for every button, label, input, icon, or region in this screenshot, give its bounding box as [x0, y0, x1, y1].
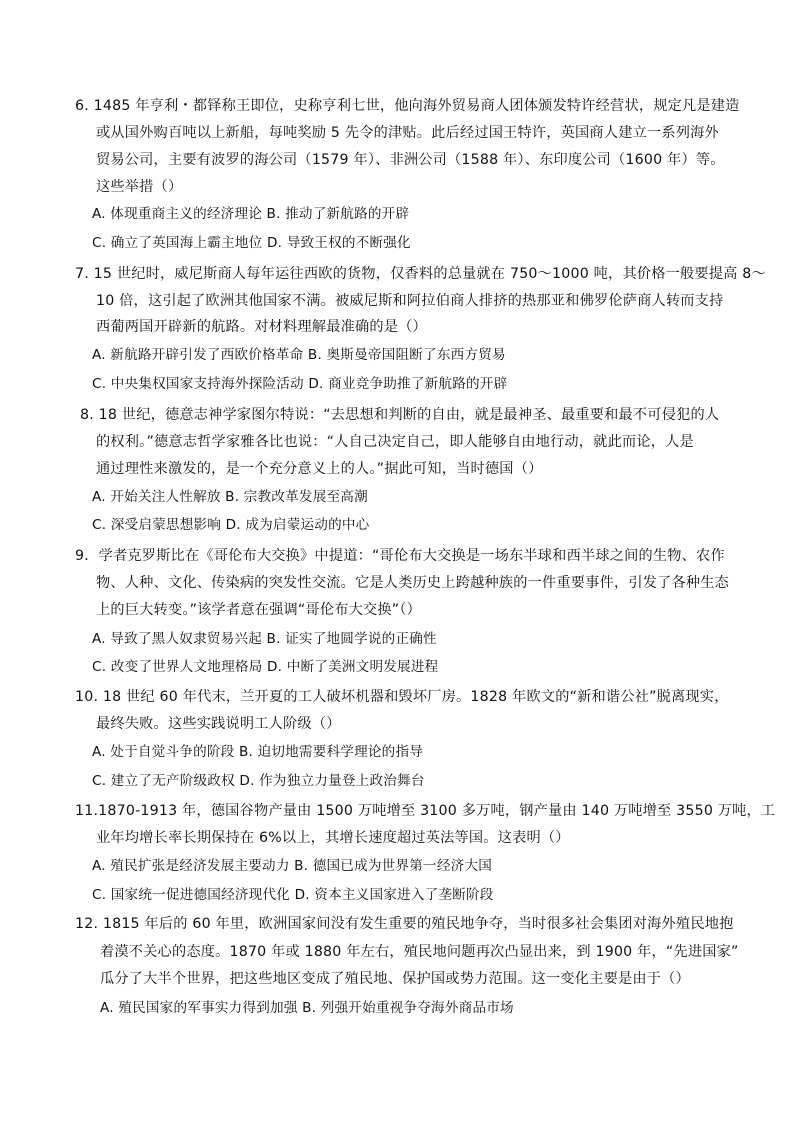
- question-11-stem-line-1: 11.1870-1913 年，德国谷物产量由 1500 万吨增至 3100 多万吨，钢产量由 140 万吨增至 3550 万吨，工: [75, 803, 776, 819]
- question-7-stem-line-2: 10 倍，这引起了欧洲其他国家不满。被威尼斯和阿拉伯商人排挤的热那亚和佛罗伦萨商人转而支持: [96, 293, 724, 309]
- question-11-stem-line-2: 业年均增长率长期保持在 6%以上，其增长速度超过英法等国。这表明（）: [96, 830, 570, 846]
- question-6-options-ab: A. 体现重商主义的经济理论 B. 推动了新航路的开辟: [92, 206, 410, 222]
- question-7-options-ab: A. 新航路开辟引发了西欧价格革命 B. 奥斯曼帝国阻断了东西方贸易: [92, 347, 506, 363]
- question-12-stem-line-3: 瓜分了大半个世界，把这些地区变成了殖民地、保护国或势力范围。这一变化主要是由于（）: [100, 971, 690, 987]
- question-11-options-cd: C. 国家统一促进德国经济现代化 D. 资本主义国家进入了垄断阶段: [92, 887, 494, 903]
- question-6-stem-line-3: 贸易公司，主要有波罗的海公司（1579 年）、非洲公司（1588 年）、东印度公司（1600 年）等。: [96, 152, 725, 168]
- question-7-stem-line-1: 7. 15 世纪时，威尼斯商人每年运往西欧的货物，仅香料的总量就在 750～1000 吨，其价格一般要提高 8～: [75, 266, 766, 282]
- question-6-stem-line-4: 这些举措（）: [96, 179, 183, 195]
- question-8-options-cd: C. 深受启蒙思想影响 D. 成为启蒙运动的中心: [92, 517, 370, 533]
- question-8-stem-line-3: 通过理性来激发的，是一个充分意义上的人。”据此可知，当时德国（）: [96, 461, 543, 477]
- question-9-options-cd: C. 改变了世界人文地理格局 D. 中断了美洲文明发展进程: [92, 659, 439, 675]
- question-10-options-cd: C. 建立了无产阶级政权 D. 作为独立力量登上政治舞台: [92, 773, 425, 789]
- question-6-stem-line-2: 或从国外购百吨以上新船，每吨奖励 5 先令的津贴。此后经过国王特许，英国商人建立一系列海外: [96, 125, 719, 141]
- question-8-stem-line-1: 8. 18 世纪，德意志神学家图尔特说：“去思想和判断的自由，就是最神圣、最重要和最不可侵犯的人: [80, 407, 720, 423]
- question-12-stem-line-1: 12. 1815 年后的 60 年里，欧洲国家间没有发生重要的殖民地争夺，当时很多社会集团对海外殖民地抱: [75, 916, 734, 932]
- question-10-stem-line-2: 最终失败。这些实践说明工人阶级（）: [96, 716, 341, 732]
- question-7-stem-line-3: 西葡两国开辟新的航路。对材料理解最准确的是（）: [96, 319, 427, 335]
- question-11-options-ab: A. 殖民扩张是经济发展主要动力 B. 德国已成为世界第一经济大国: [92, 858, 493, 874]
- question-6-stem-line-1: 6. 1485 年亨利・都铎称王即位，史称亨利七世，他向海外贸易商人团体颁发特许经营状，规定凡是建造: [75, 98, 740, 114]
- question-7-options-cd: C. 中央集权国家支持海外探险活动 D. 商业竞争助推了新航路的开辟: [92, 376, 508, 392]
- question-9-stem-line-1: 9．学者克罗斯比在《哥伦布大交换》中提道：“哥伦布大交换是一场东半球和西半球之间的生物、农作: [75, 548, 725, 564]
- question-9-options-ab: A. 导致了黑人奴隶贸易兴起 B. 证实了地圆学说的正确性: [92, 631, 437, 647]
- question-10-options-ab: A. 处于自觉斗争的阶段 B. 迫切地需要科学理论的指导: [92, 744, 424, 760]
- question-12-stem-line-2: 着漠不关心的态度。1870 年或 1880 年左右，殖民地问题再次凸显出来，到 1900 年，“先进国家”: [100, 944, 739, 960]
- question-12-options-ab: A. 殖民国家的军事实力得到加强 B. 列强开始重视争夺海外商品市场: [100, 1000, 514, 1016]
- question-9-stem-line-3: 上的巨大转变。”该学者意在强调“哥伦布大交换”（）: [96, 602, 421, 618]
- question-9-stem-line-2: 物、人种、文化、传染病的突发性交流。它是人类历史上跨越种族的一件重要事件，引发了各种生态: [96, 575, 730, 591]
- question-6-options-cd: C. 确立了英国海上霸主地位 D. 导致王权的不断强化: [92, 235, 411, 251]
- question-10-stem-line-1: 10. 18 世纪 60 年代末，兰开夏的工人破坏机器和毁坏厂房。1828 年欧文的“新和谐公社”脱离现实，: [75, 689, 729, 705]
- question-8-options-ab: A. 开始关注人性解放 B. 宗教改革发展至高潮: [92, 489, 368, 505]
- question-8-stem-line-2: 的权利。”德意志哲学家雅各比也说：“人自己决定自己，即人能够自由地行动，就此而论，人是: [96, 434, 694, 450]
